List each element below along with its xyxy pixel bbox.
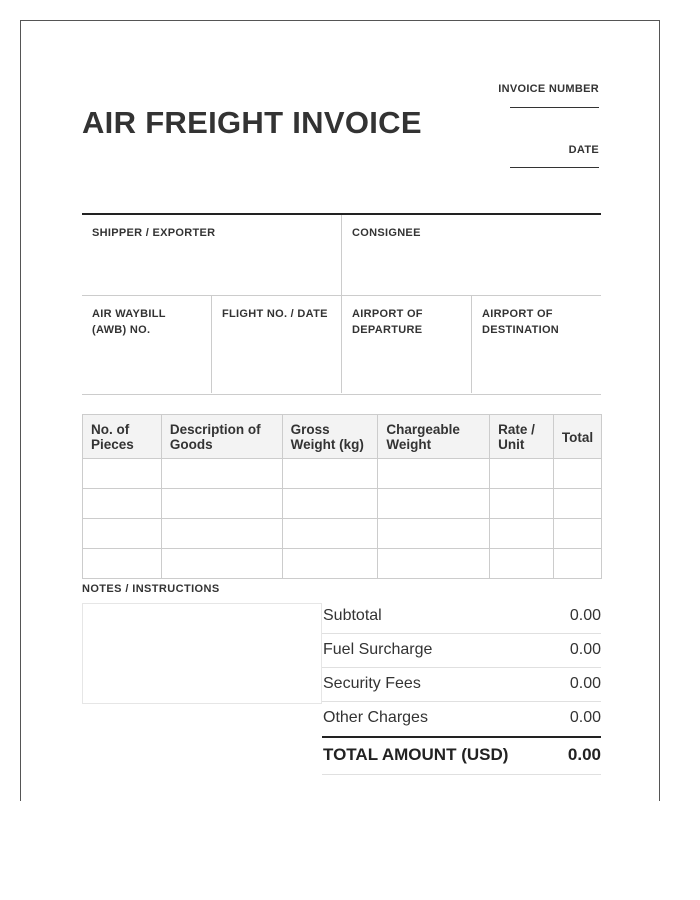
other-charges-row [322, 702, 601, 735]
subtotal-value: 0.00 [569, 607, 601, 624]
consignee-field[interactable] [342, 215, 601, 297]
subtotal-label: Subtotal [323, 607, 382, 624]
table-cell[interactable] [282, 549, 378, 579]
security-fees-label: Security Fees [323, 675, 421, 692]
table-cell[interactable] [282, 519, 378, 549]
table-cell[interactable] [161, 459, 282, 489]
table-cell[interactable] [554, 549, 602, 579]
table-row [83, 489, 602, 519]
col-header-chargeable-weight: Chargeable Weight [378, 415, 490, 459]
table-cell[interactable] [490, 459, 554, 489]
parties-section [82, 213, 601, 297]
other-charges-value: 0.00 [569, 709, 601, 726]
table-row [83, 519, 602, 549]
table-cell[interactable] [83, 489, 162, 519]
table-cell[interactable] [378, 549, 490, 579]
grand-total-row [322, 736, 601, 775]
grand-total-value: 0.00 [567, 745, 601, 764]
totals-section [322, 600, 601, 775]
table-cell[interactable] [490, 519, 554, 549]
col-header-pieces: No. of Pieces [83, 415, 162, 459]
table-cell[interactable] [490, 489, 554, 519]
invoice-number-field[interactable] [510, 107, 599, 108]
security-fees-row [322, 668, 601, 702]
shipper-field[interactable] [82, 215, 342, 297]
table-cell[interactable] [161, 519, 282, 549]
table-cell[interactable] [161, 549, 282, 579]
subtotal-row [322, 600, 601, 634]
items-header-row [83, 415, 602, 459]
table-cell[interactable] [83, 549, 162, 579]
shipment-section [82, 295, 601, 395]
table-row [83, 459, 602, 489]
col-header-total: Total [554, 415, 602, 459]
fuel-surcharge-label: Fuel Surcharge [323, 641, 433, 658]
other-charges-label: Other Charges [323, 709, 428, 726]
shipper-label: SHIPPER / EXPORTER [92, 227, 216, 239]
flight-label: FLIGHT NO. / DATE [222, 308, 328, 320]
departure-field[interactable] [342, 296, 472, 393]
table-cell[interactable] [282, 489, 378, 519]
notes-field[interactable] [82, 603, 322, 704]
col-header-gross-weight: Gross Weight (kg) [282, 415, 378, 459]
table-cell[interactable] [378, 489, 490, 519]
security-fees-value: 0.00 [569, 675, 601, 692]
consignee-label: CONSIGNEE [352, 227, 421, 239]
invoice-page [20, 20, 660, 801]
departure-label: AIRPORT OF DEPARTURE [352, 308, 423, 336]
table-cell[interactable] [83, 519, 162, 549]
page-title: AIR FREIGHT INVOICE [82, 105, 422, 140]
awb-field[interactable] [82, 296, 212, 393]
items-table [82, 414, 602, 579]
table-cell[interactable] [554, 459, 602, 489]
table-cell[interactable] [378, 459, 490, 489]
table-cell[interactable] [554, 489, 602, 519]
date-label: DATE [568, 144, 599, 156]
table-cell[interactable] [554, 519, 602, 549]
fuel-surcharge-row [322, 634, 601, 668]
destination-label: AIRPORT OF DESTINATION [482, 308, 560, 336]
table-cell[interactable] [378, 519, 490, 549]
table-cell[interactable] [490, 549, 554, 579]
table-cell[interactable] [282, 459, 378, 489]
destination-field[interactable] [472, 296, 601, 393]
table-cell[interactable] [83, 459, 162, 489]
table-cell[interactable] [161, 489, 282, 519]
col-header-description: Description of Goods [161, 415, 282, 459]
col-header-rate: Rate / Unit [490, 415, 554, 459]
date-field[interactable] [510, 167, 599, 168]
flight-field[interactable] [212, 296, 342, 393]
grand-total-label: TOTAL AMOUNT (USD) [323, 745, 509, 764]
notes-label: NOTES / INSTRUCTIONS [82, 583, 220, 595]
invoice-number-label: INVOICE NUMBER [498, 83, 599, 95]
table-row [83, 549, 602, 579]
awb-label: AIR WAYBILL (AWB) NO. [92, 308, 166, 336]
fuel-surcharge-value: 0.00 [569, 641, 601, 658]
